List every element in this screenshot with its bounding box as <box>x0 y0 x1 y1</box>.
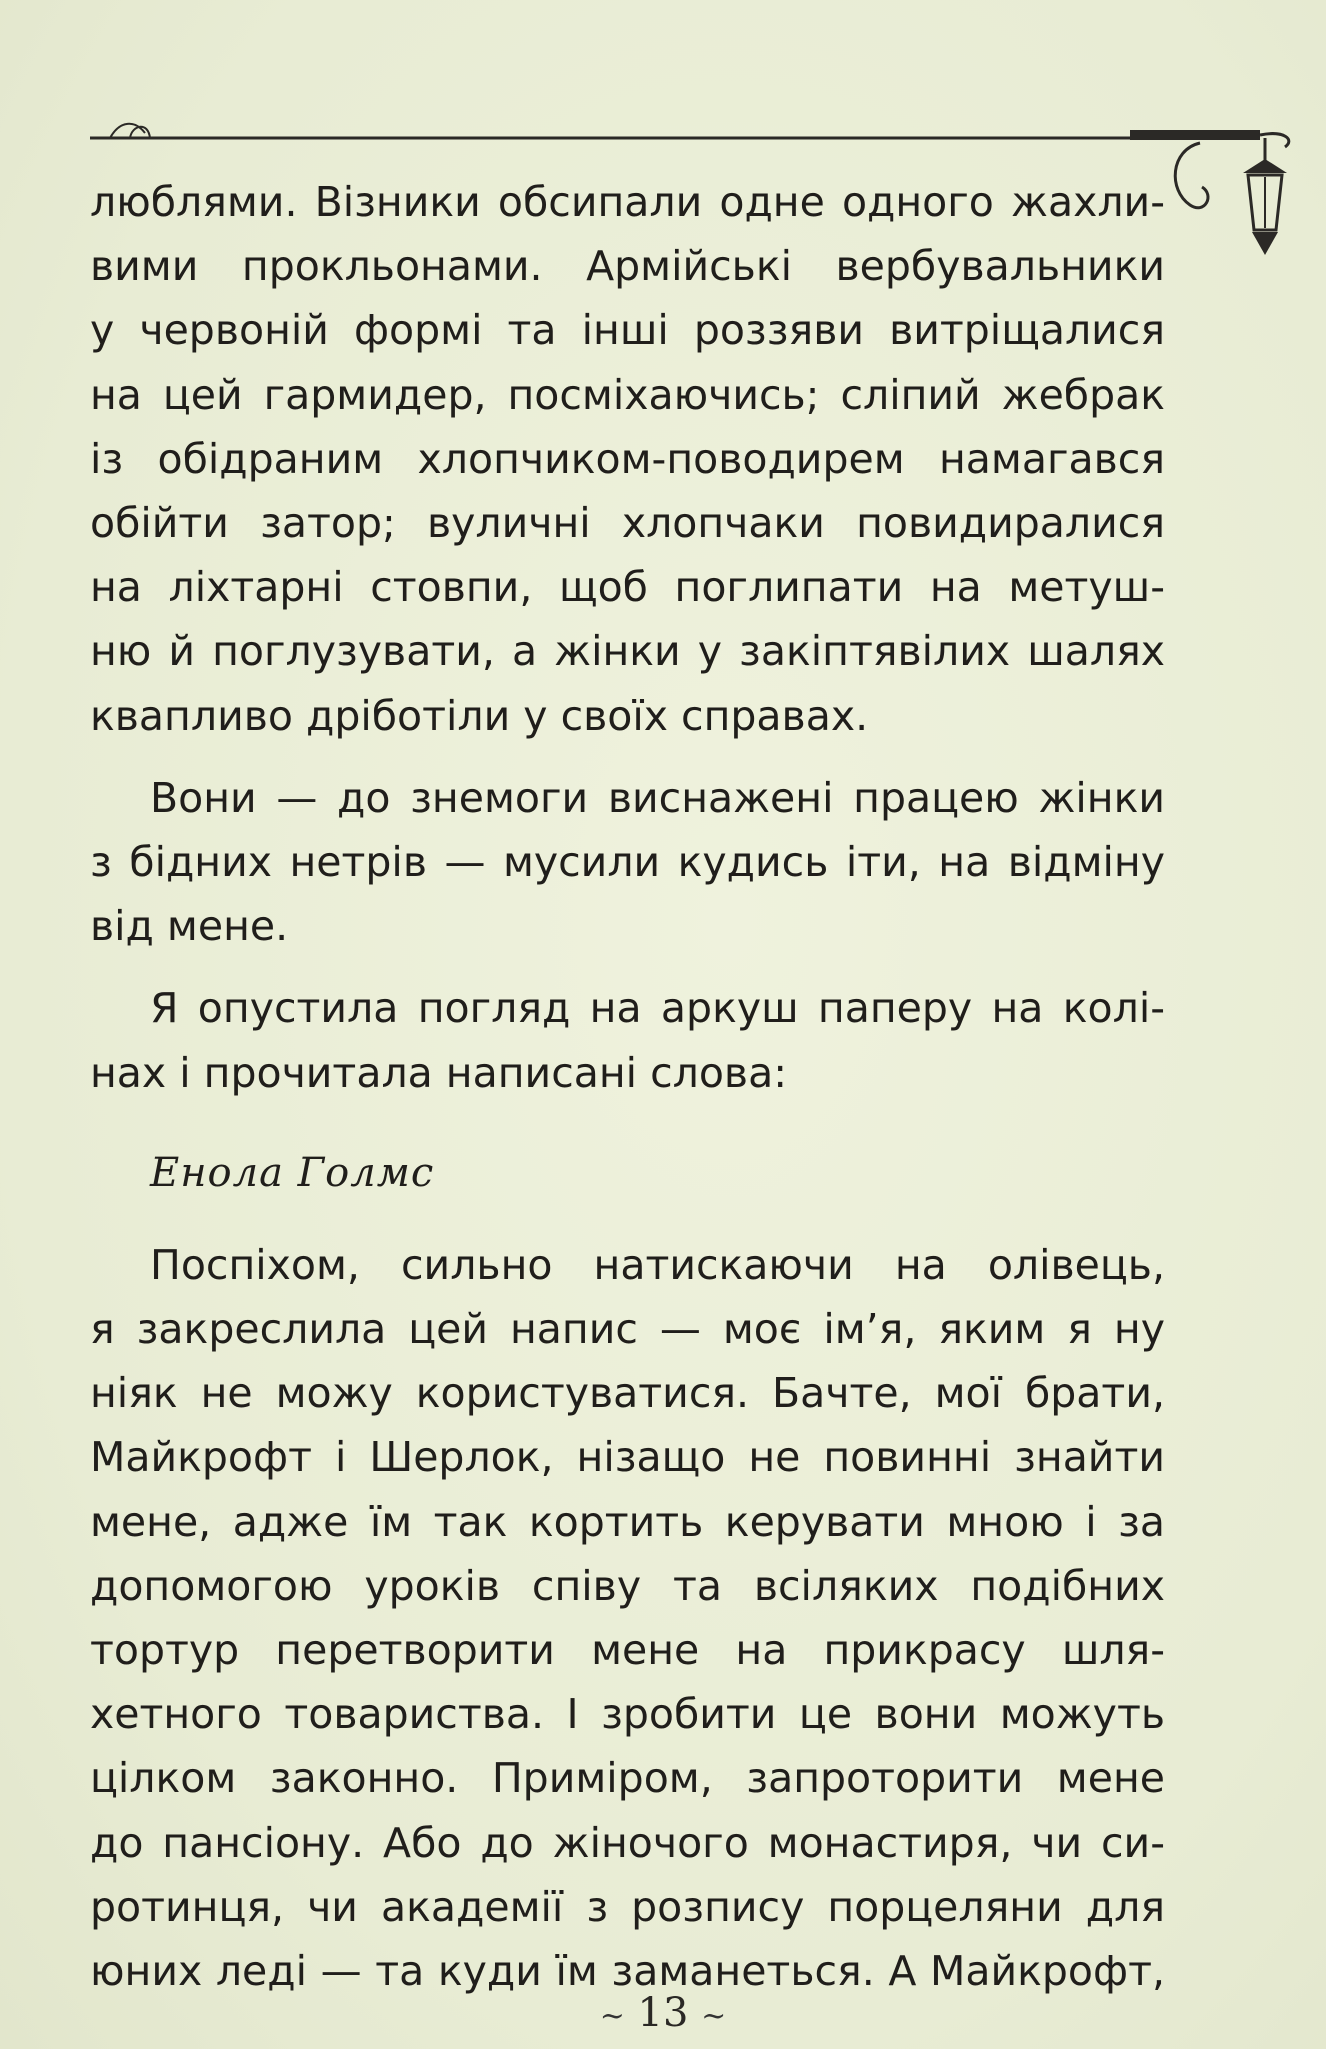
paragraph <box>90 1233 1165 2003</box>
text-line: із обідраним хлопчиком-поводирем намагався <box>90 434 1165 483</box>
paragraph <box>90 170 1165 748</box>
text-line: у червоній формі та інші роззяви витріщалися <box>90 306 1165 355</box>
text-line: юних леді — та куди їм заманеться. А Майкрофт, <box>90 1947 1165 1996</box>
left-swash-icon: ~ <box>599 1998 625 2034</box>
paragraph <box>90 766 1165 959</box>
text-line: на ліхтарні стовпи, щоб поглипати на метуш- <box>90 563 1165 612</box>
text-line: Вони — до знемоги виснажені працею жінки <box>150 773 1165 822</box>
text-line: ротинця, чи академії з розпису порцеляни для <box>90 1882 1165 1931</box>
text-line: тортур перетворити мене на прикрасу шля- <box>90 1626 1165 1675</box>
text-line: від мене. <box>90 902 289 951</box>
text-line: нах і прочитала написані слова: <box>90 1048 788 1097</box>
text-line: Я опустила погляд на аркуш паперу на колі- <box>150 984 1165 1033</box>
text-line: люблями. Візники обсипали одне одного жахли- <box>90 178 1165 226</box>
page-number: 13 <box>637 1990 689 2036</box>
page-footer <box>0 1990 1326 2036</box>
text-line: я закреслила цей напис — моє ім’я, яким я ну <box>90 1305 1165 1354</box>
text-line: вими прокльонами. Армійські вербувальники <box>90 242 1165 291</box>
text-line: Поспіхом, сильно натискаючи на олівець, <box>150 1240 1165 1289</box>
page-text <box>90 170 1165 2003</box>
text-line: з бідних нетрів — мусили кудись іти, на відміну <box>90 838 1165 887</box>
paragraph <box>90 976 1165 1104</box>
handwritten-signature: Енола Голмс <box>150 1149 435 1196</box>
text-line: ню й поглузувати, а жінки у закіптявілих шалях <box>90 627 1165 676</box>
right-swash-icon: ~ <box>701 1998 727 2034</box>
text-line: до пансіону. Або до жіночого монастиря, чи си- <box>90 1818 1165 1867</box>
text-line: хетного товариства. І зробити це вони можуть <box>90 1690 1165 1739</box>
text-line: обійти затор; вуличні хлопчаки повидиралися <box>90 499 1165 548</box>
text-line: мене, адже їм так кортить керувати мною і за <box>90 1497 1165 1546</box>
text-line: на цей гармидер, посміхаючись; сліпий жебрак <box>90 370 1165 419</box>
text-line: ніяк не можу користуватися. Бачте, мої брати, <box>90 1369 1165 1418</box>
text-line: цілком законно. Приміром, запроторити мене <box>90 1754 1165 1803</box>
text-line: квапливо дріботіли у своїх справах. <box>90 691 869 740</box>
text-line: допомогою уроків співу та всіляких подібних <box>90 1561 1165 1610</box>
text-line: Майкрофт і Шерлок, нізащо не повинні знайти <box>90 1433 1165 1482</box>
